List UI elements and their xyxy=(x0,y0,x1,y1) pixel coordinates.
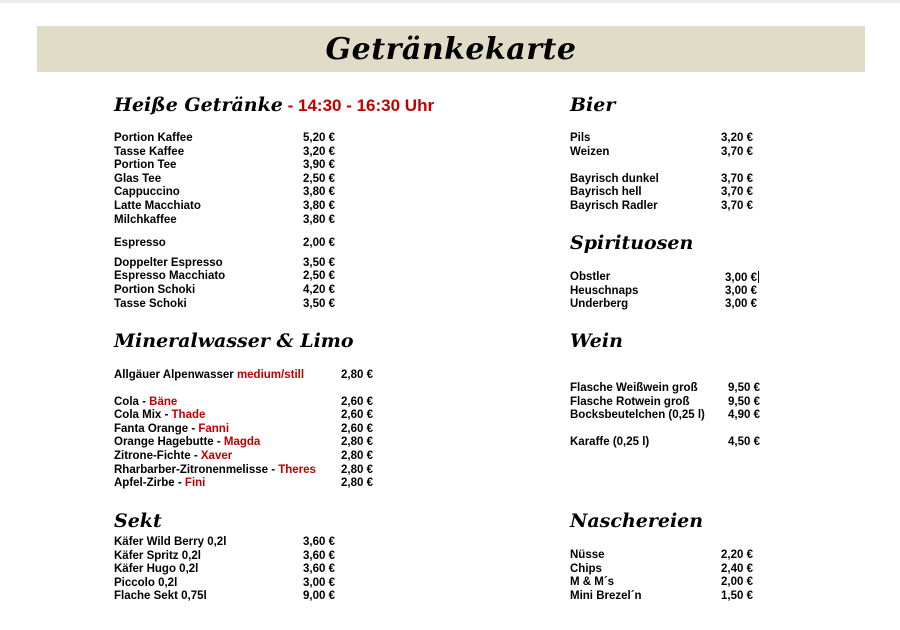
item-name: Käfer Wild Berry 0,2l xyxy=(114,536,227,548)
item-name: Bayrisch hell xyxy=(570,186,642,199)
item-name: Portion Kaffee xyxy=(114,132,193,144)
section-naschereien xyxy=(570,510,703,532)
item-name: Cola - xyxy=(114,395,150,408)
item-name: Cappuccino xyxy=(114,186,180,199)
item-price: 2,80 € xyxy=(341,477,373,490)
item-name: Flache Sekt 0,75l xyxy=(114,590,207,603)
item-name: Tasse Schoki xyxy=(114,297,187,310)
section-heading xyxy=(114,94,434,117)
item-price: 3,80 € xyxy=(303,200,335,212)
item-price: 3,00 € xyxy=(725,284,757,297)
item-name: Käfer Spritz 0,2l xyxy=(114,549,201,562)
item-price: 3,70 € xyxy=(721,172,753,185)
section-title: Heiße Getränke xyxy=(114,94,283,116)
section-wein xyxy=(570,330,623,352)
section-title: Naschereien xyxy=(570,510,704,532)
item-price: 2,60 € xyxy=(341,409,373,422)
item-name: Weizen xyxy=(570,145,610,158)
item-price: 3,50 € xyxy=(303,256,335,269)
item-price: 2,60 € xyxy=(341,395,373,408)
title-banner xyxy=(37,26,865,72)
item-name: Espresso Macchiato xyxy=(114,270,226,283)
item-price: 3,70 € xyxy=(721,186,753,199)
section-spirituosen xyxy=(570,232,693,254)
item-name-wrap xyxy=(114,464,316,478)
item-price: 2,60 € xyxy=(341,422,373,435)
item-name: Milchkaffee xyxy=(114,213,177,226)
item-highlight: Bäne xyxy=(149,395,178,408)
item-name: Zitrone-Fichte - xyxy=(114,450,201,462)
item-name: Nüsse xyxy=(570,549,605,561)
item-name: Heuschnaps xyxy=(570,284,639,297)
item-name: Tasse Kaffee xyxy=(114,145,185,158)
item-name: Apfel-Zirbe - xyxy=(114,477,185,490)
item-price: 3,70 € xyxy=(721,200,753,212)
section-title: Sekt xyxy=(114,510,162,532)
item-price: 9,00 € xyxy=(303,590,335,603)
item-price: 5,20 € xyxy=(303,132,335,144)
item-price: 2,80 € xyxy=(341,369,373,381)
item-highlight: Fanni xyxy=(198,422,230,435)
item-highlight: Fini xyxy=(184,477,206,490)
item-highlight: Theres xyxy=(278,463,316,476)
item-price: 3,60 € xyxy=(303,549,335,562)
item-name: M & M´s xyxy=(570,576,615,589)
item-name-wrap xyxy=(114,477,205,491)
item-name: Bocksbeutelchen (0,25 l) xyxy=(570,409,705,422)
item-name: Allgäuer Alpenwasser xyxy=(114,369,237,381)
item-price: 2,80 € xyxy=(341,436,373,449)
item-name: Rharbarber-Zitronenmelisse - xyxy=(114,463,279,476)
item-price: 1,50 € xyxy=(721,589,753,602)
item-highlight: Thade xyxy=(171,409,206,422)
item-price: 2,00 € xyxy=(721,576,753,589)
item-price: 2,40 € xyxy=(721,562,753,575)
item-name: Doppelter Espresso xyxy=(114,256,223,269)
section-hot-drinks xyxy=(114,94,434,117)
item-name-wrap xyxy=(114,423,229,437)
item-name: Bayrisch Radler xyxy=(570,200,658,212)
item-price: 3,50 € xyxy=(303,297,335,310)
section-title: Bier xyxy=(570,94,616,116)
text-cursor xyxy=(758,271,759,283)
section-title: Mineralwasser & Limo xyxy=(114,330,354,352)
section-title: Wein xyxy=(570,330,623,352)
item-name: Piccolo 0,2l xyxy=(114,576,178,589)
item-name: Espresso xyxy=(114,237,166,250)
item-name: Cola Mix - xyxy=(114,409,172,422)
item-name-wrap xyxy=(114,369,304,383)
item-name: Portion Tee xyxy=(114,159,177,172)
item-name: Underberg xyxy=(570,298,629,311)
item-price: 2,20 € xyxy=(721,549,753,561)
item-price: 2,50 € xyxy=(303,270,335,283)
item-price: 4,20 € xyxy=(303,284,335,296)
item-price: 3,80 € xyxy=(303,213,335,226)
item-price: 2,50 € xyxy=(303,172,335,185)
item-price: 9,50 € xyxy=(728,382,760,394)
item-price: 3,20 € xyxy=(721,132,753,144)
item-price: 3,60 € xyxy=(303,536,335,548)
top-rule xyxy=(0,0,900,3)
item-name: Orange Hagebutte - xyxy=(114,436,224,449)
item-price: 3,90 € xyxy=(303,159,335,172)
section-bier xyxy=(570,94,615,116)
item-name: Portion Schoki xyxy=(114,284,196,296)
page-title: Getränkekarte xyxy=(325,31,577,67)
item-name: Flasche Weißwein groß xyxy=(570,382,698,394)
section-title: Spirituosen xyxy=(570,232,694,254)
service-hours: - 14:30 - 16:30 Uhr xyxy=(282,96,435,115)
item-name-wrap xyxy=(114,450,232,464)
item-highlight: Magda xyxy=(223,436,261,449)
item-price: 3,80 € xyxy=(303,186,335,199)
item-price: 3,70 € xyxy=(721,145,753,158)
item-price: 4,90 € xyxy=(728,409,760,422)
item-name: Obstler xyxy=(570,271,611,283)
item-price: 3,00 € xyxy=(725,298,757,311)
item-name-wrap xyxy=(114,436,260,450)
item-price: 2,00 € xyxy=(303,237,335,250)
item-name: Latte Macchiato xyxy=(114,200,201,212)
item-name: Chips xyxy=(570,562,602,575)
item-highlight: Xaver xyxy=(200,450,233,462)
item-name: Käfer Hugo 0,2l xyxy=(114,563,199,576)
item-price: 3,00 € xyxy=(725,272,757,284)
item-name: Karaffe (0,25 l) xyxy=(570,436,650,449)
item-name-wrap xyxy=(114,396,177,410)
item-price: 9,50 € xyxy=(728,395,760,408)
item-name: Pils xyxy=(570,132,591,144)
item-price: 3,60 € xyxy=(303,563,335,576)
section-sekt xyxy=(114,510,162,532)
item-price: 2,80 € xyxy=(341,463,373,476)
item-price: 2,80 € xyxy=(341,450,373,462)
item-name-wrap xyxy=(114,409,205,423)
item-name: Bayrisch dunkel xyxy=(570,172,659,185)
item-name: Glas Tee xyxy=(114,172,162,185)
item-highlight: medium/still xyxy=(236,369,305,381)
item-price: 4,50 € xyxy=(728,436,760,449)
item-name: Fanta Orange - xyxy=(114,422,199,435)
item-price: 3,20 € xyxy=(303,145,335,158)
item-name: Flasche Rotwein groß xyxy=(570,395,690,408)
section-mineral-water xyxy=(114,330,354,352)
item-name: Mini Brezel´n xyxy=(570,589,642,602)
item-price: 3,00 € xyxy=(303,576,335,589)
